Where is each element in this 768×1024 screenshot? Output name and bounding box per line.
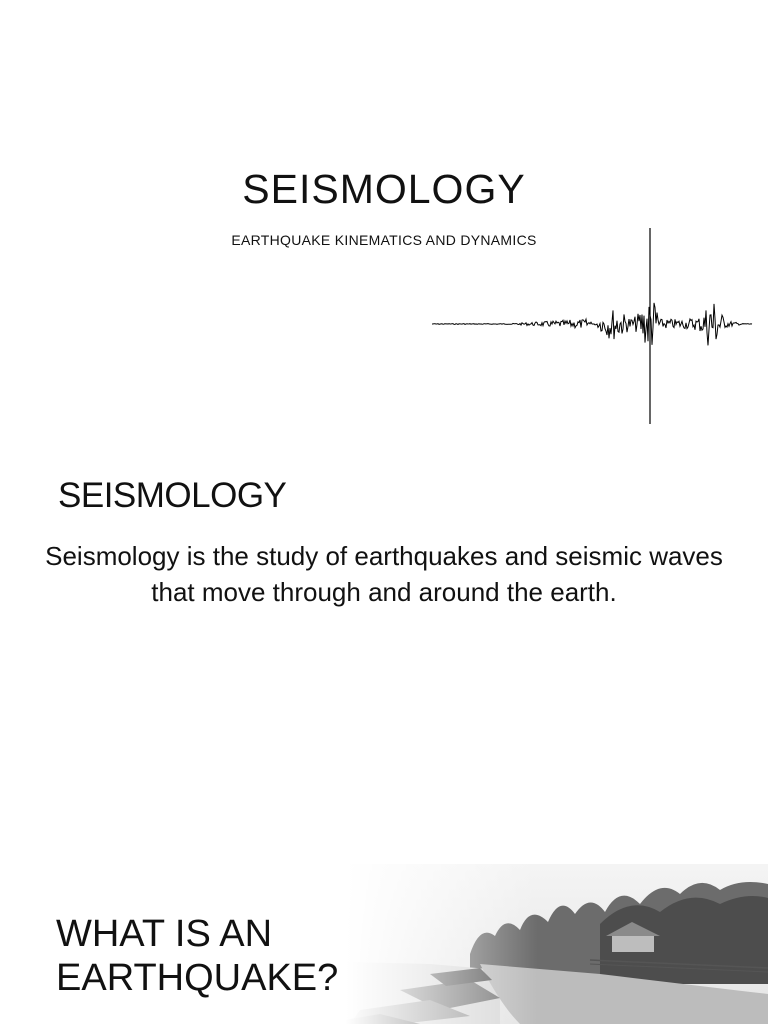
seismogram-icon [430, 226, 754, 426]
title-line-1: WHAT IS AN [56, 913, 273, 955]
title-line-2: EARTHQUAKE? [56, 957, 339, 999]
seismogram-trace [432, 303, 752, 346]
definition-body: Seismology is the study of earthquakes and seismic waves that move through and around the earth. [45, 541, 723, 607]
slide-title-heading: SEISMOLOGY [242, 166, 526, 212]
seismogram-waveform [432, 303, 752, 346]
slide-what-is-earthquake [0, 864, 768, 1024]
slide-subtitle: EARTHQUAKE KINEMATICS AND DYNAMICS [231, 232, 537, 248]
definition-heading: SEISMOLOGY [58, 476, 287, 515]
slide-definition [0, 432, 768, 864]
slide-title [0, 0, 768, 432]
earthquake-question-title [56, 912, 416, 1000]
